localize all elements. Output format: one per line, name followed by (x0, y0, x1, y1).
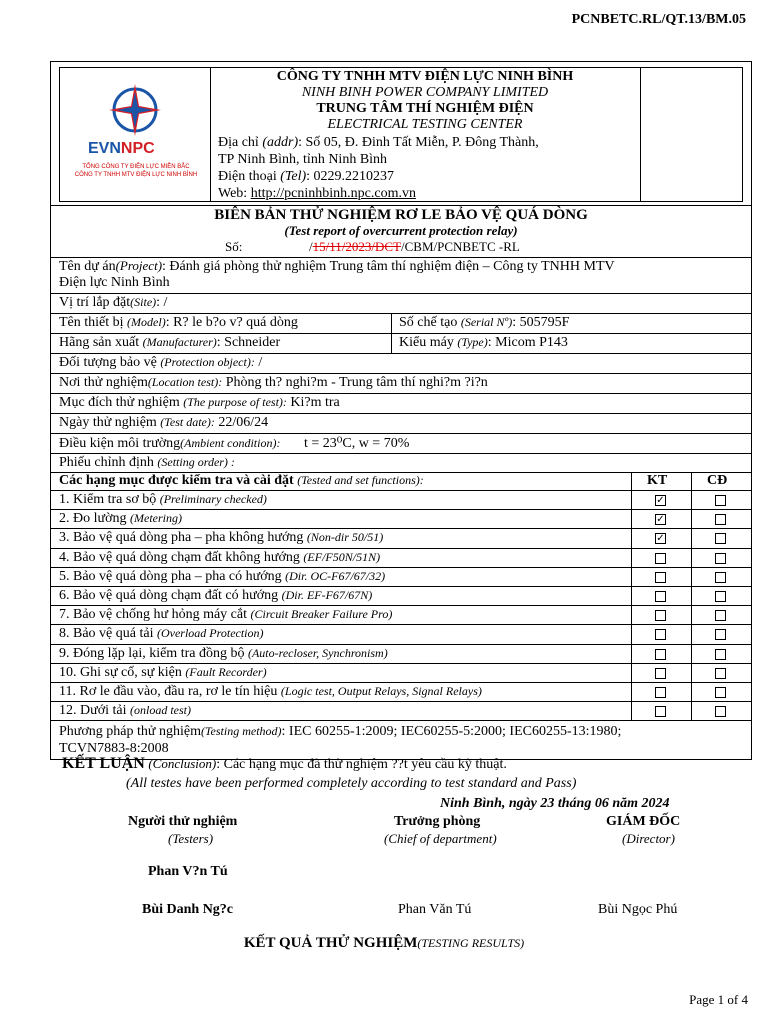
report-title (51, 205, 751, 258)
kt-checkbox[interactable] (655, 668, 666, 679)
manufacturer-label-en: (Manufacturer) (142, 335, 217, 349)
report-number-label: Số: (225, 239, 243, 254)
cd-checkbox[interactable] (715, 687, 726, 698)
chief-title: Trưởng phòng (394, 814, 481, 829)
column-divider (691, 606, 692, 624)
function-name-vn: 6. Bảo vệ quá dòng chạm đất có hướng (59, 588, 279, 603)
site-label-en: (Site) (130, 295, 157, 309)
logo-sub-1: TỔNG CÔNG TY ĐIỆN LỰC MIỀN BẮC (82, 164, 190, 170)
cd-checkbox[interactable] (715, 629, 726, 640)
center-name-en: ELECTRICAL TESTING CENTER (327, 117, 523, 132)
object-label: Đối tượng bảo vệ (59, 355, 157, 370)
function-name-en: (Metering) (130, 511, 182, 526)
model-divider (391, 314, 392, 333)
center-name-vn: TRUNG TÂM THÍ NGHIỆM ĐIỆN (316, 101, 534, 116)
web-label: Web: (218, 186, 251, 201)
function-label (59, 550, 380, 566)
location-text (59, 375, 488, 391)
project-label: Tên dự án (59, 259, 116, 274)
function-label (59, 511, 182, 527)
column-divider (631, 529, 632, 547)
conclusion-text: : Các hạng mục đã thử nghiệm ??t yêu cầu kỹ thuật. (216, 757, 507, 772)
function-row (51, 645, 751, 664)
column-divider (691, 568, 692, 586)
column-divider (631, 510, 632, 528)
phone (218, 169, 628, 185)
function-name-vn: 7. Bảo vệ chống hư hỏng máy cắt (59, 607, 247, 623)
setting-row (51, 454, 751, 473)
manufacturer-value: : Schneider (216, 335, 281, 350)
site-text (59, 295, 167, 311)
type-label-en: (Type) (457, 335, 488, 349)
serial-text (399, 315, 569, 331)
object-label-en: (Protection object): (160, 355, 255, 369)
function-label (59, 646, 388, 662)
function-name-vn: 12. Dưới tải (59, 703, 127, 719)
method-value: : IEC 60255-1:2009; IEC60255-5:2000; IEC60255-13:1980; (281, 724, 622, 739)
manufacturer-row (51, 334, 751, 354)
function-name-vn: 1. Kiểm tra sơ bộ (59, 492, 157, 507)
testers-title: Người thử nghiệm (128, 814, 238, 829)
environment-label: Điều kiện môi trường (59, 436, 181, 451)
serial-value: : 505795F (512, 315, 570, 330)
header (51, 62, 751, 206)
function-name-vn: 10. Ghi sự cố, sự kiện (59, 664, 182, 680)
function-name-en: (Circuit Breaker Failure Pro) (250, 607, 393, 622)
kt-checkbox[interactable]: ✓ (656, 533, 665, 545)
function-row (51, 664, 751, 683)
date-value: 22/06/24 (218, 415, 269, 430)
column-divider (631, 702, 632, 720)
function-name-vn: 4. Bảo vệ quá dòng chạm đất không hướng (59, 549, 300, 565)
site-row (51, 294, 751, 314)
project-label-en: (Project) (115, 258, 163, 273)
type-label: Kiểu máy (399, 335, 454, 350)
purpose-label: Mục đích thử nghiệm (59, 395, 180, 410)
phone-label: Điện thoại (218, 169, 277, 184)
function-label (59, 607, 392, 623)
kt-checkbox[interactable] (655, 649, 666, 660)
function-row (51, 568, 751, 587)
model-label-en: (Model) (127, 315, 166, 329)
cd-checkbox[interactable] (715, 553, 726, 564)
items-header-en: (Tested and set functions): (297, 473, 424, 487)
column-divider (691, 587, 692, 605)
logo-brand (88, 140, 155, 158)
column-divider (631, 491, 632, 509)
cd-checkbox[interactable] (715, 572, 726, 583)
model-value: : R? le b?o v? quá dòng (165, 315, 298, 330)
function-row (51, 587, 751, 606)
address (218, 135, 628, 151)
website (218, 186, 628, 202)
director-title: GIÁM ĐỐC (606, 814, 681, 829)
function-row (51, 606, 751, 625)
results-title-en: (TESTING RESULTS) (417, 936, 525, 950)
column-divider (631, 683, 632, 701)
header-box (59, 67, 743, 202)
column-divider (691, 549, 692, 567)
function-label (59, 588, 372, 604)
function-name-en: (Dir. OC-F67/67/32) (285, 568, 386, 583)
report-number-slash: / (309, 239, 313, 254)
tester-2-name: Bùi Danh Ng?c (142, 902, 234, 917)
object-text (59, 355, 262, 371)
phone-label-en: (Tel) (280, 169, 307, 184)
conclusion (62, 755, 507, 773)
items-header-vn: Các hạng mục được kiểm tra và cài đặt (59, 473, 294, 488)
logo-sub-2: CÔNG TY TNHH MTV ĐIỆN LỰC NINH BÌNH (74, 172, 198, 178)
evn-star-icon (105, 80, 165, 140)
site-label: Vị trí lắp đặt (59, 295, 131, 310)
function-row (51, 683, 751, 702)
column-divider (691, 702, 692, 720)
function-label (59, 665, 267, 681)
function-row (51, 625, 751, 644)
purpose-value: Ki?m tra (290, 395, 340, 410)
place-date: Ninh Bình, ngày 23 tháng 06 năm 2024 (440, 796, 670, 811)
column-divider (691, 491, 692, 509)
column-divider (691, 529, 692, 547)
function-name-vn: 3. Bảo vệ quá dòng pha – pha không hướng (59, 530, 304, 546)
function-row (51, 491, 751, 510)
cd-divider (691, 473, 692, 490)
cd-checkbox[interactable] (715, 706, 726, 717)
function-name-vn: 11. Rơ le đầu vào, đầu ra, rơ le tín hiệu (59, 684, 278, 699)
object-value: / (258, 355, 263, 370)
model-text (59, 315, 298, 331)
report-number-value (309, 239, 520, 255)
address-line-2: TP Ninh Bình, tỉnh Ninh Bình (218, 152, 388, 167)
column-divider (631, 549, 632, 567)
column-divider (631, 645, 632, 663)
manufacturer-label: Hãng sản xuất (59, 335, 140, 350)
function-name-en: (Dir. EF-F67/67N) (281, 588, 373, 602)
chief-name: Phan Văn Tú (398, 902, 472, 917)
column-divider (691, 645, 692, 663)
function-label (59, 492, 267, 508)
function-name-vn: 8. Bảo vệ quá tải (59, 626, 154, 642)
column-divider (631, 568, 632, 586)
function-row (51, 529, 751, 548)
environment-value: t = 23⁰C, w = 70% (303, 436, 410, 451)
report-frame (50, 61, 752, 760)
manufacturer-text (59, 335, 280, 351)
function-name-vn: 9. Đóng lặp lại, kiểm tra đồng bộ (59, 645, 245, 661)
function-name-en: (onload test) (129, 703, 191, 718)
method-label: Phương pháp thử nghiệm (59, 724, 201, 739)
function-name-en: (Auto-recloser, Synchronism) (247, 645, 388, 660)
conclusion-label-en: (Conclusion) (148, 756, 217, 771)
items-header-row (51, 473, 751, 491)
column-divider (691, 510, 692, 528)
director-title-en: (Director) (622, 831, 675, 846)
kt-checkbox[interactable] (655, 553, 666, 564)
testers-title-en: (Testers) (168, 831, 214, 846)
type-text (399, 335, 568, 351)
cd-checkbox[interactable] (715, 668, 726, 679)
setting-label-en: (Setting order) : (157, 455, 235, 469)
column-divider (691, 683, 692, 701)
setting-text (59, 455, 235, 471)
kt-checkbox[interactable] (655, 629, 666, 640)
cd-checkbox[interactable] (715, 514, 726, 525)
environment-text (59, 435, 409, 452)
column-divider (631, 606, 632, 624)
location-label: Nơi thử nghiệm (59, 375, 148, 390)
report-number-suffix: /CBM/PCNBETC -RL (400, 239, 520, 254)
document-code: PCNBETC.RL/QT.13/BM.05 (571, 12, 746, 27)
kt-checkbox[interactable] (655, 687, 666, 698)
function-label (59, 684, 482, 700)
column-divider (631, 625, 632, 643)
kt-header: KT (647, 473, 668, 488)
function-label (59, 626, 264, 642)
project-line-2: Điện lực Ninh Bình (59, 275, 170, 290)
date-text (59, 415, 268, 431)
company-logo (60, 68, 211, 201)
function-row (51, 510, 751, 529)
date-row (51, 414, 751, 434)
function-name-vn: 2. Đo lường (59, 511, 127, 527)
model-row (51, 314, 751, 334)
function-row (51, 702, 751, 721)
cd-checkbox[interactable] (715, 591, 726, 602)
method-label-en: (Testing method) (200, 724, 282, 738)
company-name-vn: CÔNG TY TNHH MTV ĐIỆN LỰC NINH BÌNH (276, 69, 574, 84)
function-label (59, 530, 383, 546)
kt-checkbox[interactable] (655, 610, 666, 621)
location-value: Phòng th? nghi?m - Trung tâm thí nghi?m ?i?n (225, 375, 488, 390)
cd-checkbox[interactable] (715, 610, 726, 621)
type-value: : Micom P143 (487, 335, 568, 350)
method-line-2: TCVN7883-8:2008 (59, 741, 169, 756)
kt-checkbox[interactable]: ✓ (656, 514, 665, 526)
project-value: : Đánh giá phòng thử nghiệm Trung tâm thí nghiệm điện – Công ty TNHH MTV (162, 259, 615, 274)
cd-checkbox[interactable] (715, 533, 726, 544)
object-row (51, 354, 751, 374)
results-title-vn: KẾT QUẢ THỬ NGHIỆM (243, 935, 418, 951)
address-label: Địa chỉ (218, 135, 259, 150)
cd-header: CĐ (707, 473, 728, 488)
environment-label-en: (Ambient condition): (180, 436, 281, 450)
function-row (51, 549, 751, 568)
column-divider (691, 664, 692, 682)
function-label (59, 569, 385, 585)
location-row (51, 374, 751, 394)
function-name-vn: 5. Bảo vệ quá dòng pha – pha có hướng (59, 568, 282, 584)
site-value: : / (156, 295, 168, 310)
purpose-text (59, 395, 340, 411)
purpose-label-en: (The purpose of test): (183, 395, 287, 409)
project-line-1 (59, 258, 615, 275)
column-divider (631, 664, 632, 682)
title-vn: BIÊN BẢN THỬ NGHIỆM RƠ LE BẢO VỆ QUÁ DÒNG (214, 207, 588, 223)
kt-checkbox[interactable]: ✓ (656, 495, 665, 506)
location-label-en: (Location test): (147, 375, 223, 389)
logo-subtitle (66, 163, 206, 179)
project-row (51, 257, 751, 294)
column-divider (631, 587, 632, 605)
environment-row (51, 434, 751, 454)
tester-1-name: Phan V?n Tú (148, 864, 228, 879)
kt-checkbox[interactable] (655, 591, 666, 602)
setting-label: Phiếu chỉnh định (59, 455, 154, 470)
manufacturer-divider (391, 334, 392, 353)
address-line-1: : Số 05, Đ. Đinh Tất Miễn, P. Đông Thành, (298, 135, 539, 150)
function-label (59, 703, 191, 719)
function-name-en: (Overload Protection) (156, 626, 264, 641)
cd-checkbox[interactable] (715, 649, 726, 660)
chief-title-en: (Chief of department) (384, 831, 497, 846)
serial-label: Số chế tạo (399, 315, 458, 330)
web-link[interactable]: http://pcninhbinh.npc.com.vn (250, 186, 416, 201)
logo-brand-npc: NPC (120, 140, 155, 157)
kt-divider (631, 473, 632, 490)
kt-checkbox[interactable] (655, 572, 666, 583)
function-name-en: (Preliminary checked) (159, 492, 267, 506)
results-title (0, 935, 768, 952)
function-name-en: (Fault Recorder) (185, 664, 267, 679)
report-number-struck: 15/11/2023/ĐCT (312, 239, 401, 254)
cd-checkbox[interactable] (715, 495, 726, 506)
model-label: Tên thiết bị (59, 315, 124, 330)
serial-label-en: (Serial Nº) (460, 315, 513, 329)
conclusion-en-text: (All testes have been performed completely according to test standard and Pass) (126, 776, 577, 791)
date-label-en: (Test date): (160, 415, 215, 429)
column-divider (691, 625, 692, 643)
logo-brand-evn: EVN (88, 140, 121, 157)
function-name-en: (Logic test, Output Relays, Signal Relays) (280, 684, 482, 698)
company-name-en: NINH BINH POWER COMPANY LIMITED (301, 85, 549, 100)
kt-checkbox[interactable] (655, 706, 666, 717)
purpose-row (51, 394, 751, 414)
conclusion-label: KẾT LUẬN (62, 755, 145, 772)
date-label: Ngày thử nghiệm (59, 415, 157, 430)
page-number: Page 1 of 4 (689, 992, 748, 1007)
function-name-en: (EF/F50N/51N) (303, 549, 381, 564)
company-info (210, 68, 641, 201)
address-label-en: (addr) (262, 135, 299, 150)
director-name: Bùi Ngọc Phú (598, 902, 678, 917)
function-name-en: (Non-dir 50/51) (306, 530, 384, 545)
title-en: (Test report of overcurrent protection relay) (284, 223, 518, 238)
phone-value: : 0229.2210237 (306, 169, 395, 184)
method-line-1 (59, 724, 621, 740)
items-header (59, 473, 424, 489)
